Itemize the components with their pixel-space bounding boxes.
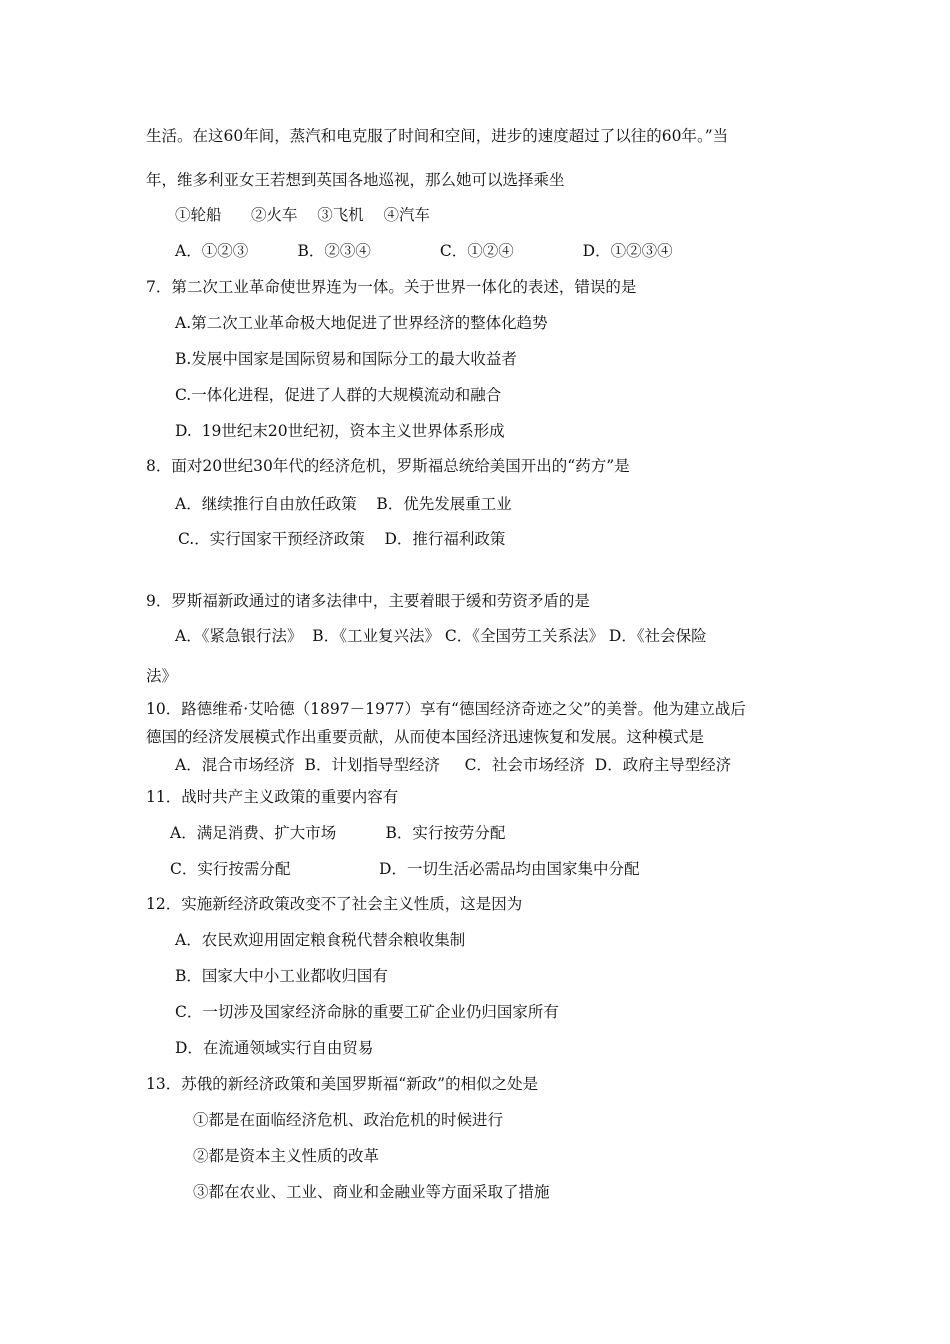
q6-options: A．①②③ B．②③④ C．①②④ D．①②③④	[175, 242, 673, 260]
q12-option-c: C．一切涉及国家经济命脉的重要工矿企业仍归国家所有	[175, 1003, 559, 1021]
q11-stem: 11．战时共产主义政策的重要内容有	[146, 788, 399, 806]
q9-options-wrap: 法》	[146, 667, 178, 685]
q6-items: ①轮船 ②火车 ③飞机 ④汽车	[175, 206, 430, 224]
q9-options: A．《紧急银行法》 B．《工业复兴法》 C．《全国劳工关系法》 D．《社会保险	[175, 627, 707, 645]
q10-stem-1: 10．路德维希·艾哈德（1897－1977）享有“德国经济奇迹之父”的美誉。他为建立战后	[146, 700, 746, 718]
q13-item-1: ①都是在面临经济危机、政治危机的时候进行	[193, 1111, 504, 1129]
q12-stem: 12．实施新经济政策改变不了社会主义性质，这是因为	[146, 895, 523, 913]
q12-option-d: D．在流通领域实行自由贸易	[175, 1039, 374, 1057]
q7-option-b: B.发展中国家是国际贸易和国际分工的最大收益者	[175, 350, 517, 368]
q8-options-ab: A．继续推行自由放任政策 B．优先发展重工业	[175, 495, 512, 513]
q9-stem: 9．罗斯福新政通过的诸多法律中，主要着眼于缓和劳资矛盾的是	[146, 592, 590, 610]
q10-stem-2: 德国的经济发展模式作出重要贡献，从而使本国经济迅速恢复和发展。这种模式是	[146, 728, 705, 746]
q7-stem: 7．第二次工业革命使世界连为一体。关于世界一体化的表述，错误的是	[146, 278, 637, 296]
q11-options-cd: C．实行按需分配 D．一切生活必需品均由国家集中分配	[170, 860, 640, 878]
q13-item-2: ②都是资本主义性质的改革	[193, 1147, 380, 1165]
passage-line-2: 年，维多利亚女王若想到英国各地巡视，那么她可以选择乘坐	[146, 171, 565, 189]
q11-options-ab: A．满足消费、扩大市场 B．实行按劳分配	[170, 824, 506, 842]
q7-option-a: A.第二次工业革命极大地促进了世界经济的整体化趋势	[175, 314, 548, 332]
q12-option-a: A．农民欢迎用固定粮食税代替余粮收集制	[175, 931, 466, 949]
q7-option-c: C.一体化进程，促进了人群的大规模流动和融合	[175, 386, 502, 404]
q13-stem: 13．苏俄的新经济政策和美国罗斯福“新政”的相似之处是	[146, 1075, 539, 1093]
q7-option-d: D. 19世纪末20世纪初，资本主义世界体系形成	[175, 422, 505, 440]
q8-options-cd: C.．实行国家干预经济政策 D．推行福利政策	[178, 530, 506, 548]
q12-option-b: B．国家大中小工业都收归国有	[175, 967, 388, 985]
q8-stem: 8．面对20世纪30年代的经济危机，罗斯福总统给美国开出的“药方”是	[146, 457, 630, 475]
q10-options: A．混合市场经济 B．计划指导型经济 C．社会市场经济 D．政府主导型经济	[175, 756, 732, 774]
passage-line-1: 生活。在这60年间，蒸汽和电克服了时间和空间，进步的速度超过了以往的60年。”当	[146, 127, 729, 145]
q13-item-3: ③都在农业、工业、商业和金融业等方面采取了措施	[193, 1183, 550, 1201]
